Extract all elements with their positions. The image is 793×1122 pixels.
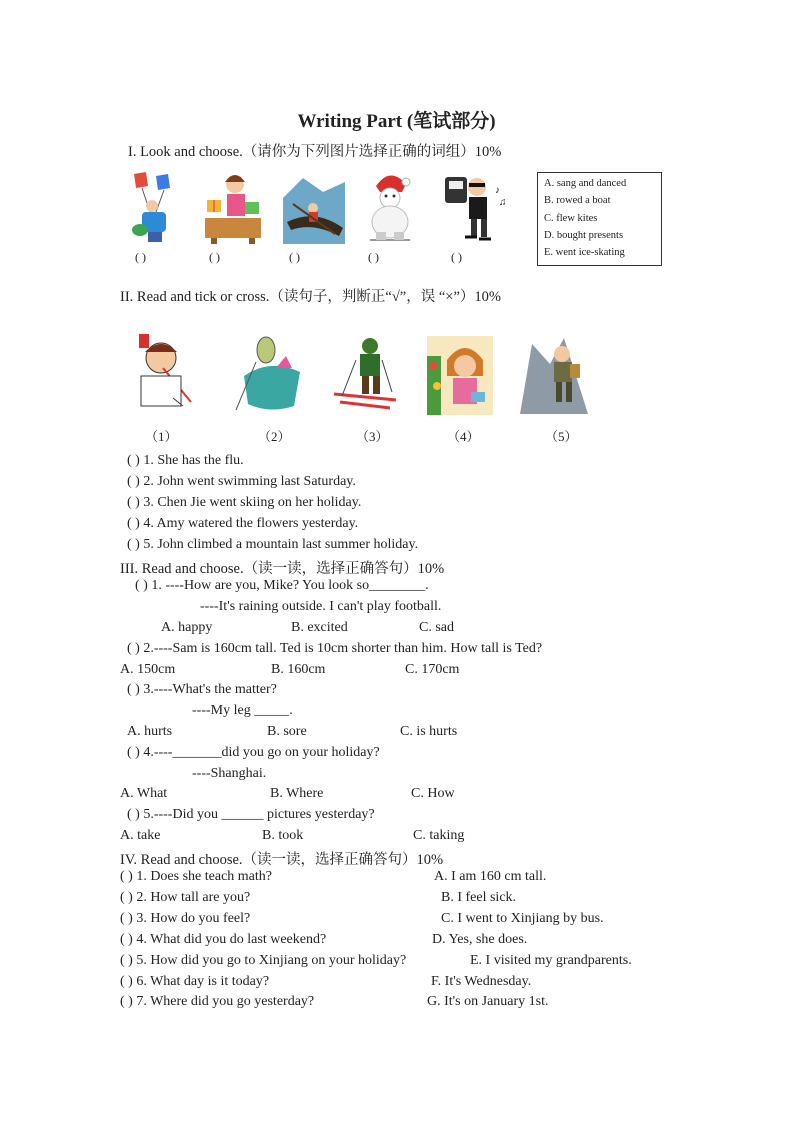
- q3-5-a: A. take: [120, 828, 161, 843]
- q4-7: ( ) 7. Where did you go yesterday?: [120, 994, 315, 1009]
- q4-4: ( ) 4. What did you do last weekend?: [120, 932, 327, 947]
- singing-man-picture: [441, 171, 509, 243]
- climbing-person-picture: [520, 334, 588, 414]
- option-d: D. bought presents: [544, 229, 624, 241]
- q3-4-c: C. How: [411, 786, 455, 801]
- a4-a: A. I am 160 cm tall.: [434, 869, 547, 884]
- q3-3-a: A. hurts: [127, 724, 173, 739]
- q4-3: ( ) 3. How do you feel?: [120, 911, 251, 926]
- q3-2: ( ) 2.----Sam is 160cm tall. Ted is 10cm shorter than him. How tall is Ted?: [127, 641, 543, 656]
- a4-b: B. I feel sick.: [441, 890, 517, 905]
- a4-f: F. It's Wednesday.: [431, 974, 532, 989]
- ice-skating-picture: [362, 170, 418, 246]
- svg-text:♪: ♪: [495, 185, 500, 196]
- q3-1-a: A. happy: [161, 620, 213, 635]
- q3-3-b: B. sore: [267, 724, 307, 739]
- a4-g: G. It's on January 1st.: [427, 994, 549, 1009]
- q4-6: ( ) 6. What day is it today?: [120, 974, 270, 989]
- q3-1-c: C. sad: [419, 620, 454, 635]
- option-e: E. went ice-skating: [544, 247, 625, 259]
- q4-5: ( ) 5. How did you go to Xinjiang on your holiday?: [120, 953, 407, 968]
- a4-c: C. I went to Xinjiang by bus.: [441, 911, 604, 926]
- a4-e: E. I visited my grandparents.: [470, 953, 632, 968]
- girl-presents-picture: [203, 168, 261, 244]
- option-c: C. flew kites: [544, 212, 598, 224]
- fishing-person-picture: [226, 332, 302, 414]
- q4-1: ( ) 1. Does she teach math?: [120, 869, 272, 884]
- tick-item-3: ( ) 3. Chen Jie went skiing on her holiday.: [127, 495, 362, 510]
- pic-label-5: （5）: [545, 429, 578, 444]
- kite-boy-picture: [126, 172, 184, 244]
- q3-2-b: B. 160cm: [271, 662, 326, 677]
- q3-3-reply: ----My leg _____.: [192, 703, 293, 718]
- a4-d: D. Yes, she does.: [432, 932, 528, 947]
- tick-item-4: ( ) 4. Amy watered the flowers yesterday.: [127, 516, 359, 531]
- q3-5-c: C. taking: [413, 828, 465, 843]
- q3-2-c: C. 170cm: [405, 662, 460, 677]
- tick-item-5: ( ) 5. John climbed a mountain last summer holiday.: [127, 537, 419, 552]
- sick-person-picture: [133, 332, 201, 410]
- q3-4-reply: ----Shanghai.: [192, 766, 267, 781]
- section4-heading: IV. Read and choose.（读一读，选择正确答句）10%: [120, 852, 444, 868]
- pic-label-3: （3）: [356, 429, 389, 444]
- q3-5: ( ) 5.----Did you ______ pictures yesterday?: [127, 807, 375, 822]
- option-b: B. rowed a boat: [544, 195, 611, 207]
- options-box: [537, 172, 662, 266]
- answer-blank-1[interactable]: ( ): [135, 250, 146, 264]
- q3-2-a: A. 150cm: [120, 662, 176, 677]
- svg-text:♫: ♫: [499, 197, 507, 208]
- pic-label-4: （4）: [447, 429, 480, 444]
- q3-4-b: B. Where: [270, 786, 324, 801]
- q3-3-c: C. is hurts: [400, 724, 458, 739]
- answer-blank-2[interactable]: ( ): [209, 250, 220, 264]
- skiing-person-picture: [330, 334, 400, 414]
- q3-5-b: B. took: [262, 828, 304, 843]
- section3-heading: III. Read and choose.（读一读，选择正确答句）10%: [120, 561, 445, 577]
- q3-4-a: A. What: [120, 786, 168, 801]
- rowing-boat-picture: [283, 178, 345, 244]
- section1-heading: I. Look and choose.（请你为下列图片选择正确的词组）10%: [128, 144, 502, 160]
- page-title: Writing Part (笔试部分): [297, 111, 496, 132]
- pic-label-2: （2）: [258, 429, 291, 444]
- answer-blank-5[interactable]: ( ): [451, 250, 462, 264]
- option-a: A. sang and danced: [544, 178, 627, 189]
- answer-blank-3[interactable]: ( ): [289, 250, 300, 264]
- pic-label-1: （1）: [145, 429, 178, 444]
- girl-watering-picture: [427, 336, 493, 415]
- q3-1-reply: ----It's raining outside. I can't play football.: [200, 599, 442, 614]
- q4-2: ( ) 2. How tall are you?: [120, 890, 251, 905]
- answer-blank-4[interactable]: ( ): [368, 250, 379, 264]
- tick-item-2: ( ) 2. John went swimming last Saturday.: [127, 474, 356, 489]
- q3-4: ( ) 4.----_______did you go on your holiday?: [127, 745, 380, 760]
- q3-1-b: B. excited: [291, 620, 348, 635]
- q3-3: ( ) 3.----What's the matter?: [127, 682, 277, 697]
- tick-item-1: ( ) 1. She has the flu.: [127, 453, 244, 468]
- q3-1: ( ) 1. ----How are you, Mike? You look so________.: [135, 578, 429, 593]
- section2-heading: II. Read and tick or cross.（读句子，判断正“√”，误 “×”）10%: [120, 289, 501, 305]
